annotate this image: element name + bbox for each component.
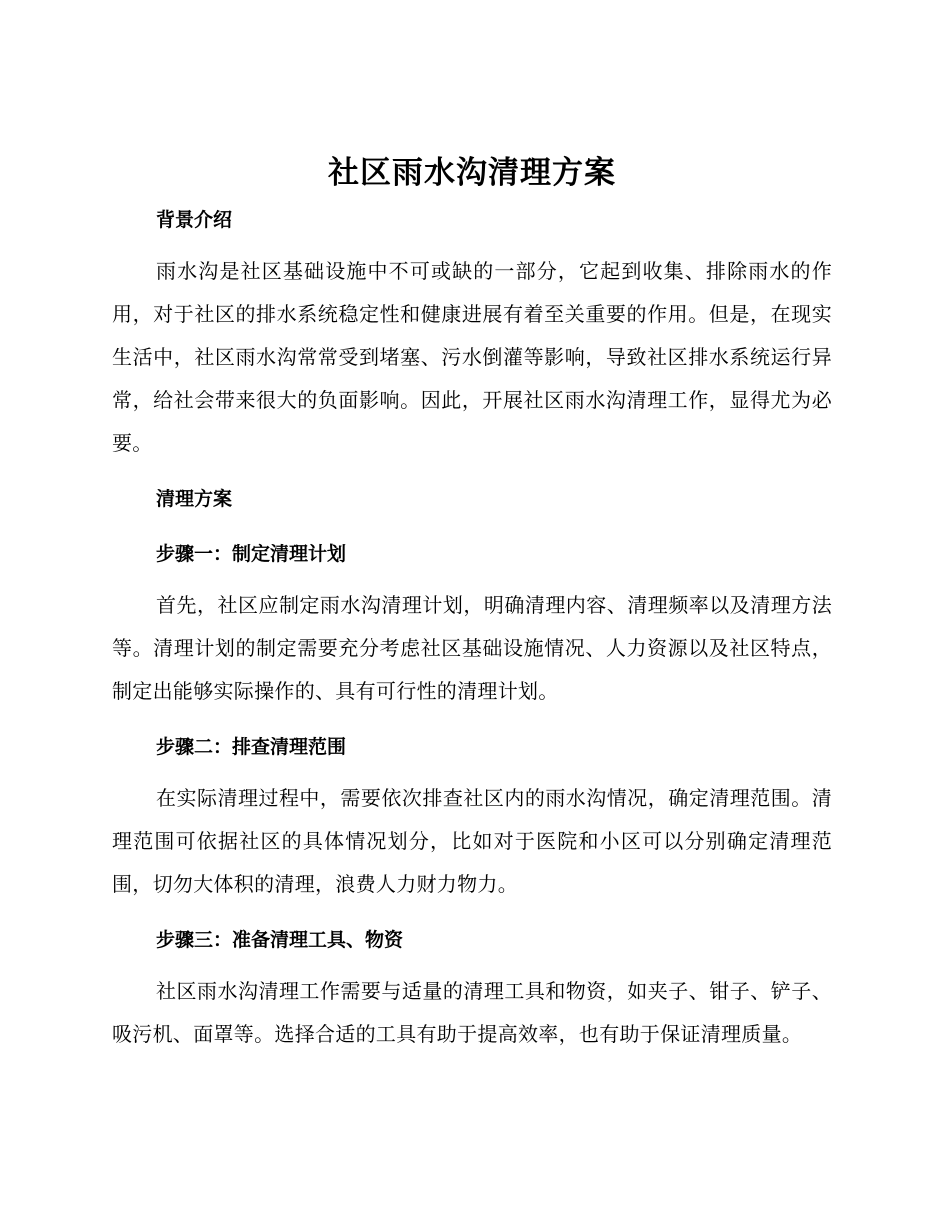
paragraph-step-1: 首先，社区应制定雨水沟清理计划，明确清理内容、清理频率以及清理方法等。清理计划的制定需要充分考虑社区基础设施情况、人力资源以及社区特点，制定出能够实际操作的、具有可行性的清理计划。 bbox=[112, 593, 832, 703]
paragraph-step-2: 在实际清理过程中，需要依次排查社区内的雨水沟情况，确定清理范围。清理范围可依据社区的具体情况划分，比如对于医院和小区可以分别确定清理范围，切勿大体积的清理，浪费人力财力物力。 bbox=[112, 786, 832, 896]
document-title: 社区雨水沟清理方案 bbox=[328, 155, 616, 191]
document-body bbox=[112, 150, 832, 1056]
paragraph-background: 雨水沟是社区基础设施中不可或缺的一部分，它起到收集、排除雨水的作用，对于社区的排水系统稳定性和健康进展有着至关重要的作用。但是，在现实生活中，社区雨水沟常常受到堵塞、污水倒灌等影响，导致社区排水系统运行异常，给社会带来很大的负面影响。因此，开展社区雨水沟清理工作，显得尤为必要。 bbox=[112, 259, 832, 455]
paragraph-step-3: 社区雨水沟清理工作需要与适量的清理工具和物资，如夹子、钳子、铲子、吸污机、面罩等。选择合适的工具有助于提高效率，也有助于保证清理质量。 bbox=[112, 979, 832, 1046]
step-heading-1: 步骤一：制定清理计划 bbox=[156, 543, 347, 565]
step-heading-3: 步骤三：准备清理工具、物资 bbox=[156, 929, 404, 951]
step-heading-2: 步骤二：排查清理范围 bbox=[156, 736, 347, 758]
section-heading-plan: 清理方案 bbox=[156, 488, 233, 510]
section-heading-background: 背景介绍 bbox=[156, 209, 233, 231]
